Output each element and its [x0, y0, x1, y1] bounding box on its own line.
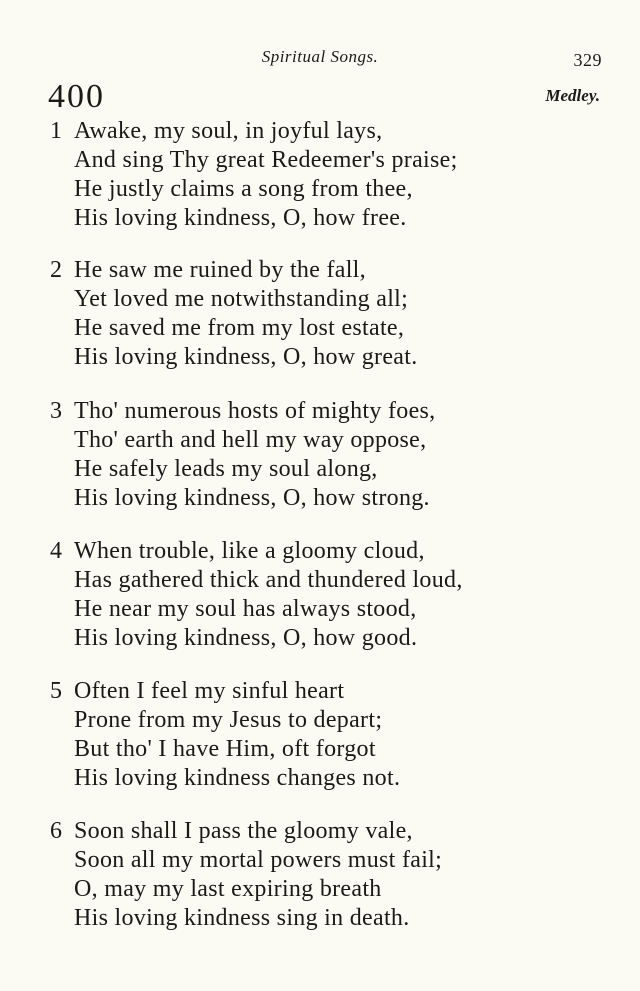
stanza-line: His loving kindness, O, how good.	[74, 625, 418, 651]
stanza-line: Prone from my Jesus to depart;	[74, 707, 383, 733]
stanza-line: Yet loved me notwithstanding all;	[74, 286, 409, 312]
stanza-line: Often I feel my sinful heart	[74, 678, 345, 704]
stanza-line: When trouble, like a gloomy cloud,	[74, 538, 425, 564]
stanza-number: 3	[50, 398, 62, 424]
stanza-line: And sing Thy great Redeemer's praise;	[74, 147, 458, 173]
stanza-3	[50, 397, 610, 513]
stanza-1	[50, 117, 610, 233]
stanza-number: 6	[50, 818, 62, 844]
stanza-line: He saved me from my lost estate,	[74, 315, 405, 341]
stanza-line: His loving kindness, O, how free.	[74, 205, 407, 231]
stanza-line: O, may my last expiring breath	[74, 876, 382, 902]
stanza-line: Tho' numerous hosts of mighty foes,	[74, 398, 436, 424]
stanza-number: 2	[50, 257, 62, 283]
stanza-line: Has gathered thick and thundered loud,	[74, 567, 463, 593]
stanza-line: Soon shall I pass the gloomy vale,	[74, 818, 413, 844]
stanza-line: But tho' I have Him, oft forgot	[74, 736, 376, 762]
tune-name: Medley.	[545, 86, 600, 105]
stanza-4	[50, 537, 610, 653]
stanza-line: He near my soul has always stood,	[74, 596, 417, 622]
stanza-line: He saw me ruined by the fall,	[74, 257, 366, 283]
hymn-number: 400	[48, 78, 105, 115]
stanza-line: He justly claims a song from thee,	[74, 176, 413, 202]
stanza-number: 5	[50, 678, 62, 704]
stanza-line: He safely leads my soul along,	[74, 456, 378, 482]
stanza-line: His loving kindness, O, how strong.	[74, 485, 430, 511]
page-number: 329	[573, 50, 602, 70]
stanza-2	[50, 256, 610, 372]
stanza-number: 4	[50, 538, 62, 564]
stanza-line: Awake, my soul, in joyful lays,	[74, 118, 383, 144]
stanza-6	[50, 817, 610, 933]
stanza-number: 1	[50, 118, 62, 144]
stanza-line: His loving kindness sing in death.	[74, 905, 410, 931]
stanza-line: His loving kindness changes not.	[74, 765, 401, 791]
stanza-5	[50, 677, 610, 793]
stanza-line: Soon all my mortal powers must fail;	[74, 847, 443, 873]
stanza-line: Tho' earth and hell my way oppose,	[74, 427, 427, 453]
stanza-line: His loving kindness, O, how great.	[74, 344, 418, 370]
running-head: Spiritual Songs.	[261, 47, 379, 66]
